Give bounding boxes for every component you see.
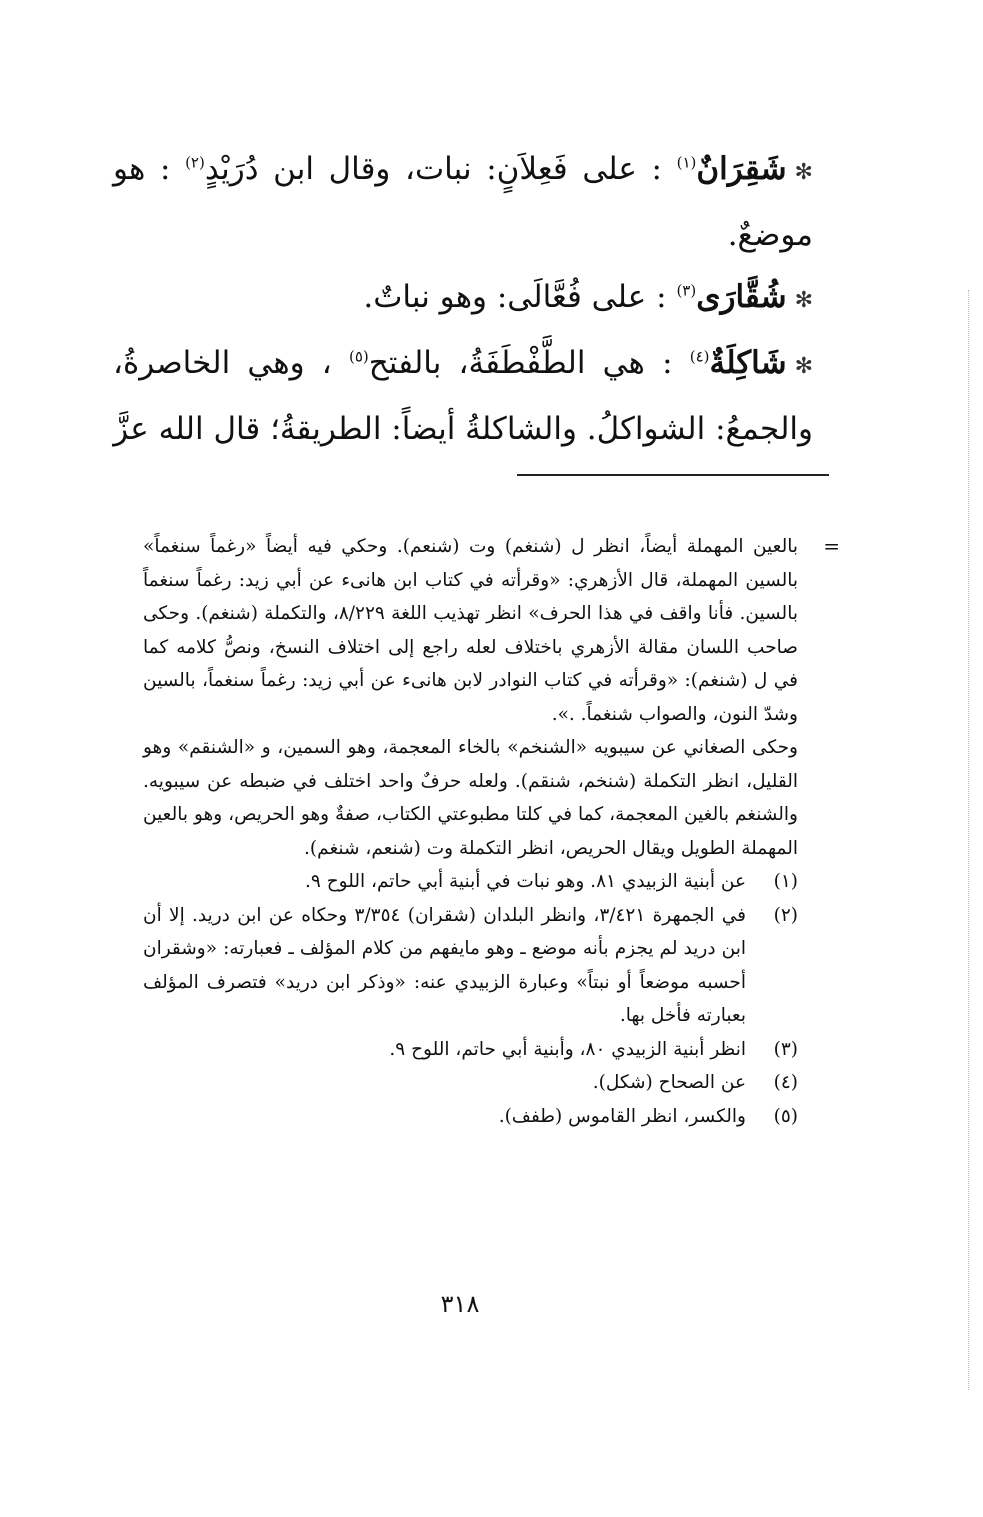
page-number: ٣١٨ <box>440 1290 480 1318</box>
asterisk-icon: ✻ <box>794 354 814 379</box>
footnote-number: (١) <box>773 871 798 892</box>
footnote-4 <box>143 1066 798 1100</box>
footnote-text: عن أبنية الزبيدي ٨١. وهو نبات في أبنية أبي حاتم، اللوح ٩. <box>305 871 746 892</box>
entry-1-text2: : هو موضعٌ. <box>113 151 813 253</box>
footnote-1 <box>143 865 798 899</box>
entry-1-headword: شَقِرَانٌ <box>696 151 787 187</box>
entry-2-ref: (٣) <box>676 281 697 300</box>
continuation-mark: = <box>823 534 840 558</box>
footnote-number: (٢) <box>773 904 798 926</box>
footnote-2 <box>143 899 798 1033</box>
footnote-continuation-2: وحكى الصغاني عن سيبويه «الشنخم» بالخاء المعجمة، وهو السمين، و «الشنقم» وهو القليل، انظر التكملة (شنخم، شنقم). ولعله حرفٌ واحد اختلف في ضبطه عن سيبويه. والشنغم بالغين المعجمة، كما في كلتا مطبوعتي الكتاب، صفةٌ وهو الحريص، وهو بالعين المهملة الطويل ويقال الحريص، انظر التكملة وت (شنعم، شنغم). <box>143 737 798 859</box>
entry-1 <box>113 138 813 266</box>
entry-2-headword: شُقَّارَى <box>696 279 787 315</box>
entry-3-ref2: (٥) <box>349 347 369 366</box>
footnotes <box>143 530 840 1133</box>
entry-1-text: : على فَعِلاَنٍ: نبات، وقال ابن دُرَيْدٍ <box>204 151 662 187</box>
footnote-text: في الجمهرة ٣/٤٢١، وانظر البلدان (شقران) ٣/٣٥٤ وحكاه عن ابن دريد. إلا أن ابن دريد لم يجزم بأنه موضع ـ وهو مايفهم من كلام المؤلف ـ فعبارته: «وشقران أحسبه موضعاً أو نبتاً» وعبارة الزبيدي عنه: «وذكر ابن دريد» فتصرف المؤلف بعبارته فأخل بها. <box>143 904 746 1026</box>
asterisk-icon: ✻ <box>794 288 813 313</box>
entry-3-ref: (٤) <box>689 347 710 366</box>
footnote-5 <box>143 1100 798 1134</box>
entry-3 <box>113 332 813 460</box>
entry-3-text: : هي الطَّفْطَفَةُ، بالفتح <box>368 345 673 381</box>
asterisk-icon: ✻ <box>794 160 813 185</box>
footnote-text: عن الصحاح (شكل). <box>592 1072 746 1093</box>
footnote-3 <box>143 1033 798 1067</box>
entry-1-ref2: (٢) <box>185 153 205 172</box>
entry-3-headword: شَاكِلَةٌ <box>709 345 787 381</box>
entry-2-text: : على فُعَّالَى: وهو نباتٌ. <box>363 279 667 315</box>
entry-3-text2: ، وهي الخاصرةُ، والجمعُ: الشواكلُ. والشاكلةُ أيضاً: الطريقةُ؛ قال الله عزَّ <box>113 345 813 447</box>
entry-1-ref: (١) <box>676 153 697 172</box>
footnote-number: (٤) <box>773 1072 798 1093</box>
footnote-number: (٣) <box>773 1038 798 1060</box>
footnote-separator <box>517 474 829 476</box>
scan-edge-line <box>968 290 969 1390</box>
entry-2 <box>113 266 813 332</box>
footnote-text: انظر أبنية الزبيدي ٨٠، وأبنية أبي حاتم، اللوح ٩. <box>389 1038 746 1060</box>
footnote-number: (٥) <box>773 1105 798 1127</box>
footnote-continuation-1: بالعين المهملة أيضاً، انظر ل (شنغم) وت (شنعم). وحكي فيه أيضاً «رغماً سنغماً» بالسين المهملة، قال الأزهري: «وقرأته في كتاب ابن هانىء عن أبي زيد: رغماً سنغماً بالسين. فأنا واقف في هذا الحرف» انظر تهذيب اللغة ٨/٢٢٩، والتكملة (شنغم). وحكى صاحب اللسان مقالة الأزهري باختلاف لعله راجع إلى اختلاف النسخ، ونصُّ كلامه كما في ل (شنغم): «وقرأته في كتاب النوادر لابن هانىء عن أبي زيد: رغماً سنغماً، بالسين وشدّ النون، والصواب شنغماً. .». <box>143 536 798 725</box>
main-text <box>113 138 813 460</box>
footnote-text: والكسر، انظر القاموس (طفف). <box>498 1105 746 1127</box>
